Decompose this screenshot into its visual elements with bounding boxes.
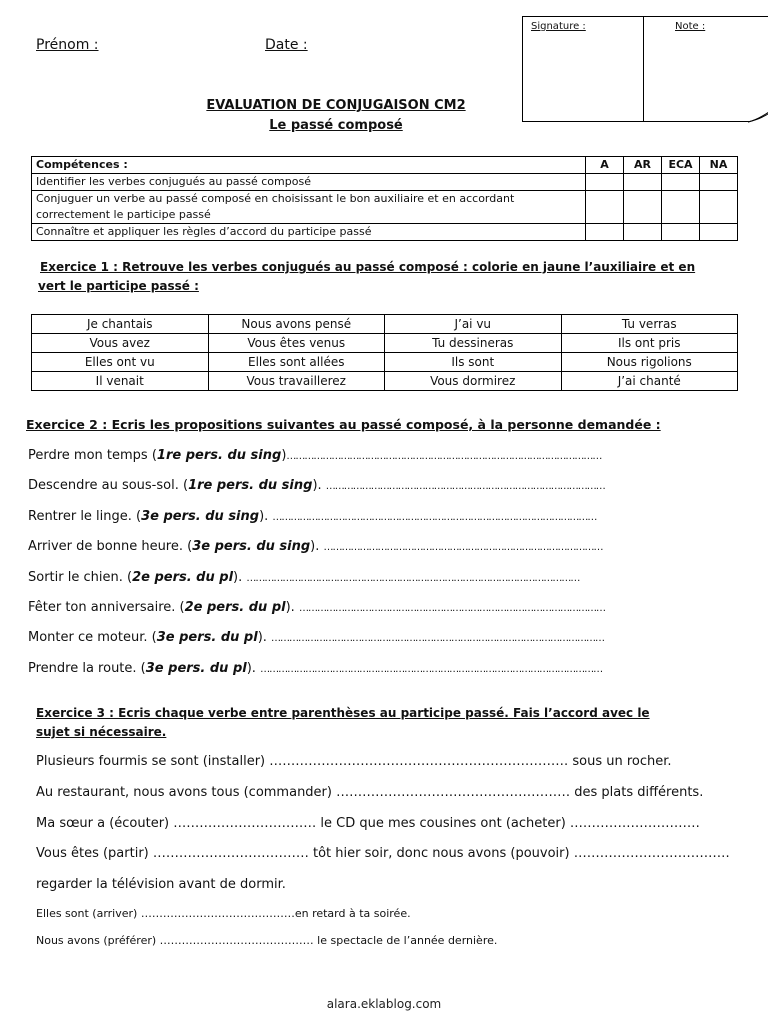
ex2-item-person: 2e pers. du pl xyxy=(184,600,286,615)
ex2-item-end: ). xyxy=(233,570,247,585)
grade-na: NA xyxy=(700,157,738,174)
competences-header: Compétences : xyxy=(32,157,586,174)
note-label: Note : xyxy=(675,21,706,32)
competence-item: Connaître et appliquer les règles d’accord du participe passé xyxy=(32,224,586,241)
ex2-item-text: Sortir le chien. ( xyxy=(28,570,133,585)
table-row xyxy=(32,224,738,241)
ex2-item xyxy=(28,448,601,463)
ex2-item-text: Prendre la route. ( xyxy=(28,661,146,676)
grade-eca: ECA xyxy=(662,157,700,174)
verb-cell[interactable]: Vous travaillerez xyxy=(208,372,385,391)
verb-cell[interactable]: Elles ont vu xyxy=(32,353,209,372)
competence-line: correctement le participe passé xyxy=(36,208,211,221)
verb-cell[interactable]: Tu verras xyxy=(561,315,738,334)
ex2-item-person: 1re pers. du sing xyxy=(156,448,282,463)
verb-cell[interactable]: Vous êtes venus xyxy=(208,334,385,353)
answer-dots[interactable]: ………………………………………………………………………………………………… xyxy=(271,633,605,644)
ex2-item-text: Rentrer le linge. ( xyxy=(28,509,142,524)
ex2-item-person: 1re pers. du sing xyxy=(188,478,313,493)
verb-cell[interactable]: Tu dessineras xyxy=(385,334,562,353)
grade-ar: AR xyxy=(624,157,662,174)
verb-cell[interactable]: Il venait xyxy=(32,372,209,391)
table-row xyxy=(32,174,738,191)
ex3-line: Vous êtes (partir) ……………………………… tôt hier soir, donc nous avons (pouvoir) ……………………………… xyxy=(36,846,730,861)
ex2-item-person: 2e pers. du pl xyxy=(132,570,234,585)
answer-dots[interactable]: …………………………………………………………………………………………………… xyxy=(260,664,603,675)
ex2-item xyxy=(28,509,596,524)
ex2-item-end: ). xyxy=(310,539,324,554)
table-row xyxy=(32,315,738,334)
ex2-item-person: 3e pers. du sing xyxy=(192,539,311,554)
ex1-verb-table xyxy=(31,314,738,391)
date-label: Date : xyxy=(265,37,308,53)
ex2-item xyxy=(28,661,602,676)
page-curl-icon xyxy=(746,105,768,123)
grade-a: A xyxy=(586,157,624,174)
answer-dots[interactable]: ……………………………………………………………………………………………… xyxy=(272,512,597,523)
ex2-item-end: ). xyxy=(285,600,299,615)
competences-table xyxy=(31,156,738,241)
ex2-item-end: ). xyxy=(312,478,326,493)
ex1-title-line1: Exercice 1 : Retrouve les verbes conjugués au passé composé : colorie en jaune l’auxiliaire et en xyxy=(40,260,696,274)
ex2-item-person: 3e pers. du pl xyxy=(156,630,258,645)
answer-dots[interactable]: ………………………………………………………………………………………………… xyxy=(246,573,580,584)
ex3-line: Au restaurant, nous avons tous (commander) ……………………………………………… des plats différents. xyxy=(36,785,704,800)
ex2-item-person: 3e pers. du pl xyxy=(145,661,247,676)
ex3-title-line2: sujet si nécessaire. xyxy=(36,725,167,739)
signature-label: Signature : xyxy=(531,21,586,32)
ex1-title xyxy=(40,258,695,277)
prenom-label: Prénom : xyxy=(36,37,99,53)
footer-source: alara.eklablog.com xyxy=(326,997,442,1011)
page-subtitle: Le passé composé xyxy=(269,118,403,133)
verb-cell[interactable]: Nous rigolions xyxy=(561,353,738,372)
competence-item: Identifier les verbes conjugués au passé composé xyxy=(32,174,586,191)
ex3-title-line1: Exercice 3 : Ecris chaque verbe entre parenthèses au participe passé. Fais l’accord avec le xyxy=(36,706,650,720)
answer-dots[interactable]: …………………………………………………………………………………………… xyxy=(286,451,602,462)
table-row xyxy=(32,353,738,372)
verb-cell[interactable]: Je chantais xyxy=(32,315,209,334)
ex3-line: Nous avons (préférer) …………………………………… le spectacle de l’année dernière. xyxy=(36,934,498,947)
ex2-item-end: ) xyxy=(281,448,287,463)
ex3-line: Elles sont (arriver) ……………………………………en retard à ta soirée. xyxy=(36,907,411,920)
verb-cell[interactable]: Vous avez xyxy=(32,334,209,353)
competence-item xyxy=(32,191,586,224)
table-row xyxy=(32,372,738,391)
ex2-item xyxy=(28,478,605,493)
verb-cell[interactable]: Nous avons pensé xyxy=(208,315,385,334)
answer-dots[interactable]: ………………………………………………………………………………… xyxy=(323,542,603,553)
competence-line: Conjuguer un verbe au passé composé en choisissant le bon auxiliaire et en accordant xyxy=(36,192,515,205)
table-row xyxy=(32,334,738,353)
verb-cell[interactable]: Ils ont pris xyxy=(561,334,738,353)
table-row xyxy=(32,191,738,224)
answer-dots[interactable]: ………………………………………………………………………………………… xyxy=(298,603,605,614)
ex2-item-text: Monter ce moteur. ( xyxy=(28,630,157,645)
ex2-item xyxy=(28,539,603,554)
ex1-title-line2: vert le participe passé : xyxy=(38,279,199,293)
ex3-line: Ma sœur a (écouter) …………………………… le CD que mes cousines ont (acheter) ………………………… xyxy=(36,816,700,831)
ex2-title: Exercice 2 : Ecris les propositions suivantes au passé composé, à la personne demandée : xyxy=(26,417,661,432)
ex1-title-cont xyxy=(38,277,199,296)
table-row xyxy=(32,157,738,174)
ex2-item-text: Arriver de bonne heure. ( xyxy=(28,539,193,554)
verb-cell[interactable]: Vous dormirez xyxy=(385,372,562,391)
verb-cell[interactable]: J’ai vu xyxy=(385,315,562,334)
verb-cell[interactable]: Elles sont allées xyxy=(208,353,385,372)
verb-cell[interactable]: Ils sont xyxy=(385,353,562,372)
ex2-item-text: Fêter ton anniversaire. ( xyxy=(28,600,185,615)
ex2-item-end: ). xyxy=(259,509,273,524)
answer-dots[interactable]: ………………………………………………………………………………… xyxy=(325,481,605,492)
ex3-line: regarder la télévision avant de dormir. xyxy=(36,877,286,892)
ex2-item xyxy=(28,630,604,645)
ex2-item-end: ). xyxy=(257,630,272,645)
ex2-item-text: Descendre au sous-sol. ( xyxy=(28,478,189,493)
page-title: EVALUATION DE CONJUGAISON CM2 xyxy=(206,98,466,113)
ex2-item xyxy=(28,570,579,585)
verb-cell[interactable]: J’ai chanté xyxy=(561,372,738,391)
ex2-item-person: 3e pers. du sing xyxy=(141,509,260,524)
ex2-item-end: ). xyxy=(246,661,261,676)
ex2-item xyxy=(28,600,605,615)
ex3-line: Plusieurs fourmis se sont (installer) …………………………………………………………… sous un rocher. xyxy=(36,754,672,769)
ex2-item-text: Perdre mon temps ( xyxy=(28,448,157,463)
